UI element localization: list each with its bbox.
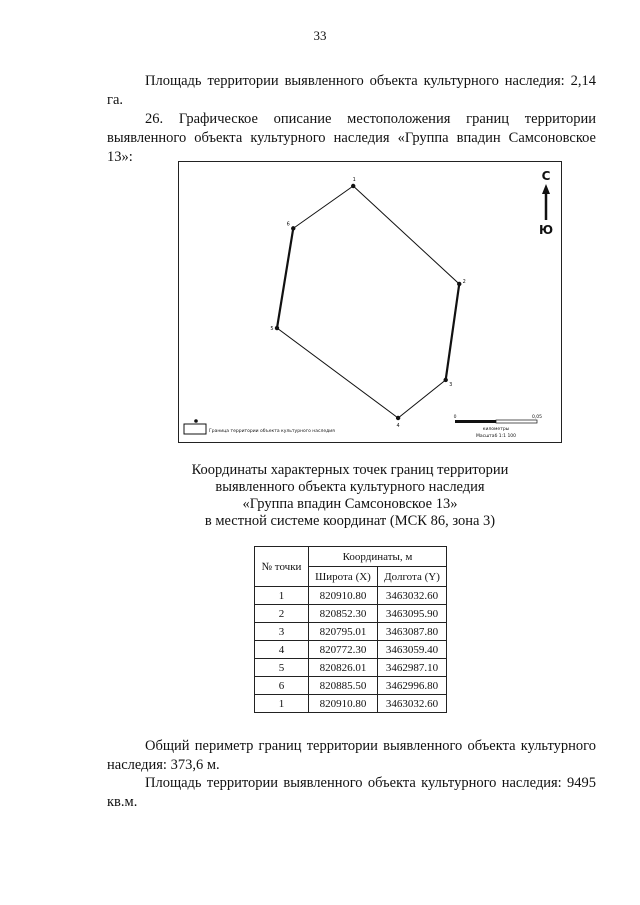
cell-lon: 3463032.60 <box>378 695 447 713</box>
cell-point: 4 <box>255 641 309 659</box>
cell-point: 6 <box>255 677 309 695</box>
paragraph-total-area: Площадь территории выявленного объекта культурного наследия: 9495 кв.м. <box>107 775 596 810</box>
boundary-point-4 <box>396 416 400 420</box>
scale-end-label: 0,05 <box>531 415 543 420</box>
cell-lat: 820885.50 <box>309 677 378 695</box>
legend-boundary-icon <box>184 424 206 434</box>
boundary-point-2 <box>457 282 461 286</box>
page-number: 33 <box>313 28 327 43</box>
table-row <box>255 677 447 695</box>
legend-label: Граница территории объекта культурного наследия <box>209 429 335 434</box>
boundary-point-label-3: 3 <box>449 381 453 388</box>
scale-bar <box>454 414 543 439</box>
cell-lon: 3463087.80 <box>378 623 447 641</box>
paragraph-perimeter: Общий периметр границ территории выявленного объекта культурного наследия: 373,6 м. <box>107 738 596 773</box>
boundary-point-label-5: 5 <box>270 326 274 333</box>
scale-start-label: 0 <box>453 415 457 420</box>
table-row <box>255 659 447 677</box>
table-row <box>255 605 447 623</box>
boundary-edge <box>446 284 460 380</box>
paragraph-area: Площадь территории выявленного объекта культурного наследия: 2,14 га. <box>107 73 596 108</box>
north-label: С <box>541 169 551 183</box>
legend-point-icon <box>194 419 198 423</box>
boundary-point-label-4: 4 <box>396 423 400 429</box>
south-label: Ю <box>538 223 554 237</box>
boundary-point-6 <box>291 226 295 230</box>
table-row <box>255 641 447 659</box>
boundary-point-label-1: 1 <box>352 177 356 183</box>
north-arrow-icon <box>539 169 553 237</box>
boundary-point-label-6: 6 <box>286 221 290 228</box>
table-row <box>255 695 447 713</box>
cell-lat: 820910.80 <box>309 695 378 713</box>
header-point-number: № точки <box>255 547 309 587</box>
cell-lon: 3463059.40 <box>378 641 447 659</box>
paragraph-graphic-description: 26. Графическое описание местоположения границ территории выявленного объекта культурного наследия «Группа впадин Самсоновское 13»: <box>107 111 596 165</box>
cell-lat: 820910.80 <box>309 587 378 605</box>
boundary-point-5 <box>275 326 279 330</box>
coordinates-table <box>254 546 447 713</box>
cell-point: 1 <box>255 587 309 605</box>
cell-lat: 820772.30 <box>309 641 378 659</box>
cell-lon: 3463095.90 <box>378 605 447 623</box>
cell-lon: 3463032.60 <box>378 587 447 605</box>
cell-lat: 820852.30 <box>309 605 378 623</box>
header-coordinates: Координаты, м <box>309 547 447 567</box>
table-row <box>255 587 447 605</box>
table-row <box>255 623 447 641</box>
scale-ratio-label: Масштаб 1:1 100 <box>475 434 517 439</box>
caption-line-1: Координаты характерных точек границ территории <box>191 462 509 478</box>
cell-lat: 820795.01 <box>309 623 378 641</box>
boundary-point-1 <box>351 184 355 188</box>
boundary-edge <box>277 228 293 328</box>
table-caption <box>140 462 560 530</box>
caption-line-3: «Группа впадин Самсоновское 13» <box>242 496 458 512</box>
caption-line-2: выявленного объекта культурного наследия <box>215 479 485 495</box>
boundary-map <box>178 161 562 443</box>
cell-lon: 3462996.80 <box>378 677 447 695</box>
boundary-polygon <box>277 186 459 418</box>
map-legend <box>184 419 335 434</box>
cell-lon: 3462987.10 <box>378 659 447 677</box>
cell-point: 1 <box>255 695 309 713</box>
boundary-point-label-2: 2 <box>462 278 466 285</box>
caption-line-4: в местной системе координат (МСК 86, зона 3) <box>204 513 496 529</box>
cell-point: 3 <box>255 623 309 641</box>
cell-lat: 820826.01 <box>309 659 378 677</box>
scale-unit-label: километры <box>482 427 510 432</box>
boundary-point-3 <box>443 378 447 382</box>
boundary-map-svg <box>179 162 561 442</box>
cell-point: 5 <box>255 659 309 677</box>
cell-point: 2 <box>255 605 309 623</box>
header-longitude: Долгота (Y) <box>378 567 447 587</box>
header-latitude: Широта (X) <box>309 567 378 587</box>
